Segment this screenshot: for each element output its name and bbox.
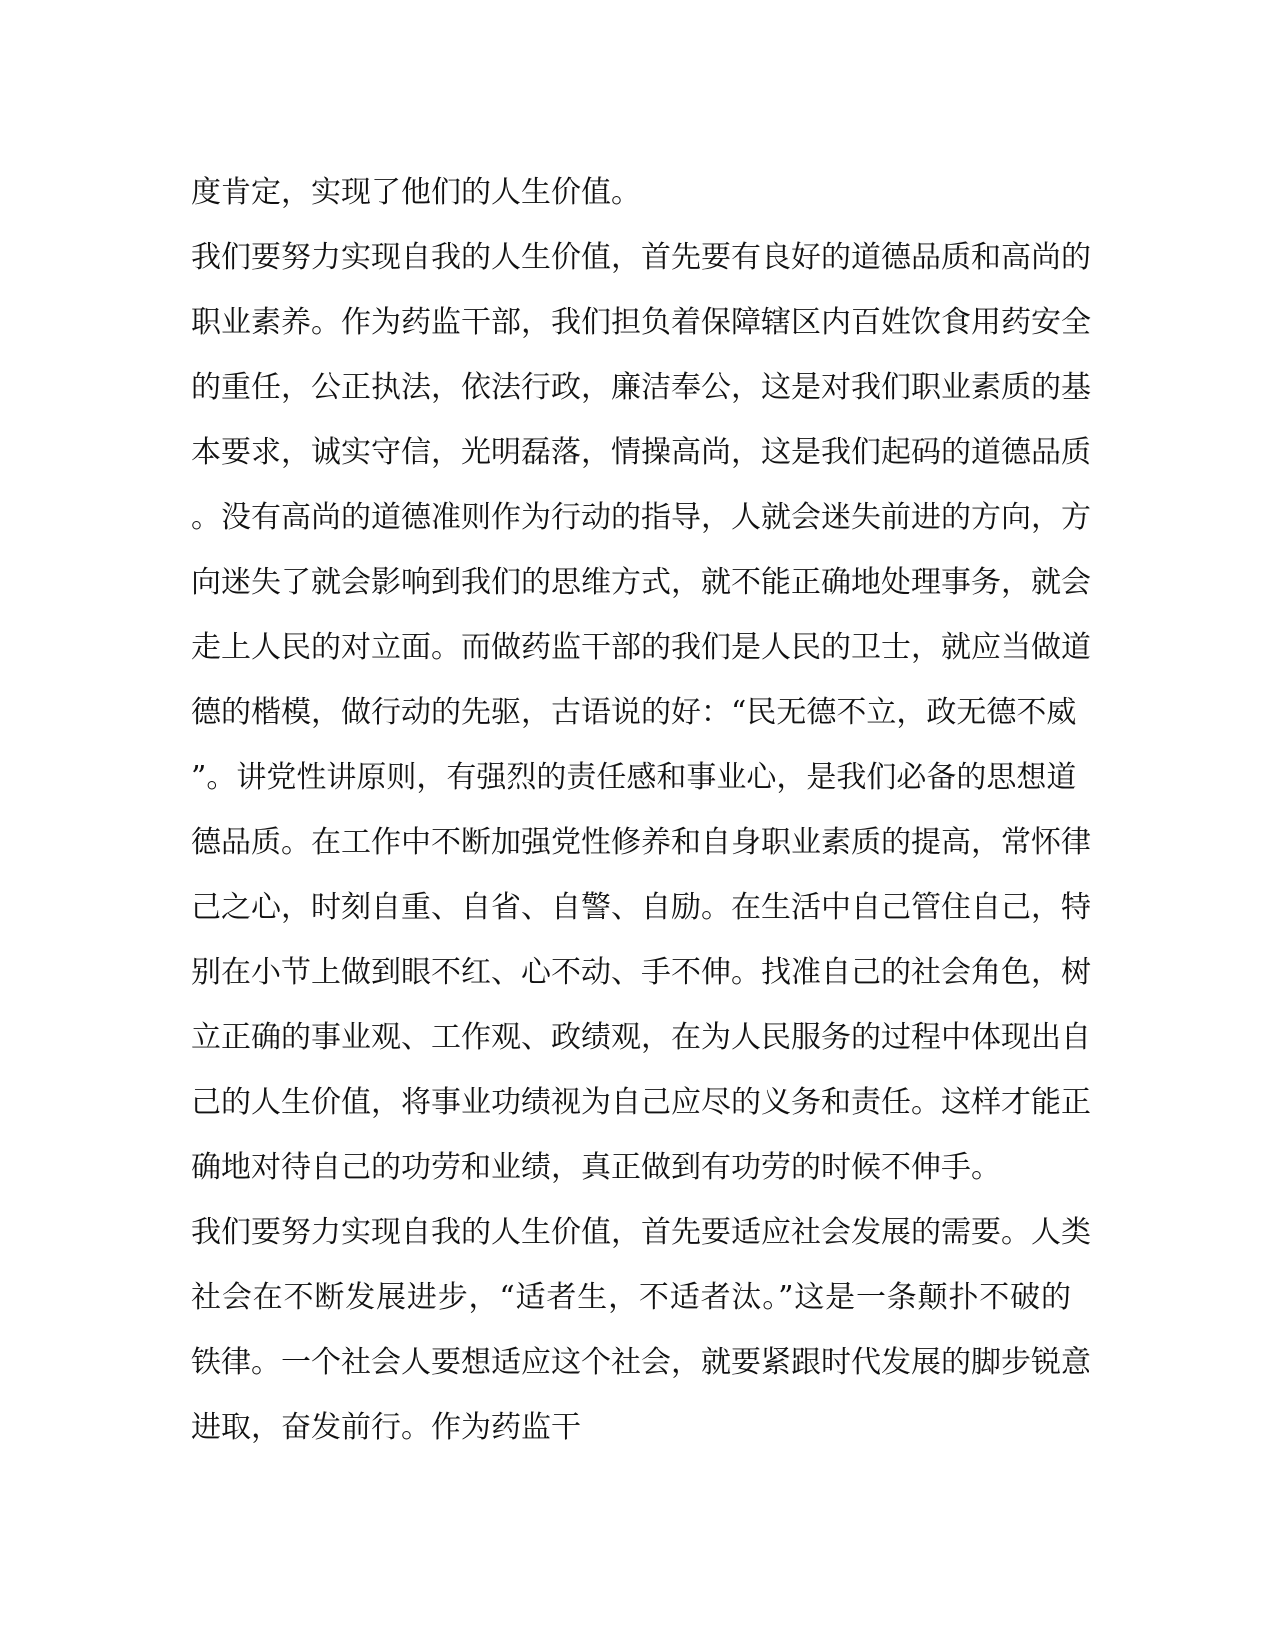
text-line: 度肯定，实现了他们的人生价值。 <box>191 175 641 210</box>
text-line: 向迷失了就会影响到我们的思维方式，就不能正确地处理事务，就会 <box>191 565 1091 600</box>
text-line: 德品质。在工作中不断加强党性修养和自身职业素质的提高，常怀律 <box>191 825 1091 860</box>
body-text <box>191 160 1091 1460</box>
text-line: 己的人生价值，将事业功绩视为自己应尽的义务和责任。这样才能正 <box>191 1085 1091 1120</box>
text-line: 本要求，诚实守信，光明磊落，情操高尚，这是我们起码的道德品质 <box>191 435 1091 470</box>
text-line: 别在小节上做到眼不红、心不动、手不伸。找准自己的社会角色，树 <box>191 955 1091 990</box>
text-line: 己之心，时刻自重、自省、自警、自励。在生活中自己管住自己，特 <box>191 890 1091 925</box>
text-line: 确地对待自己的功劳和业绩，真正做到有功劳的时候不伸手。 <box>191 1150 1001 1185</box>
text-line: ”。讲党性讲原则，有强烈的责任感和事业心，是我们必备的思想道 <box>191 760 1077 795</box>
text-line: 德的楷模，做行动的先驱，古语说的好：“民无德不立，政无德不威 <box>191 695 1077 730</box>
text-line: 我们要努力实现自我的人生价值，首先要适应社会发展的需要。人类 <box>191 1215 1091 1250</box>
text-line: 立正确的事业观、工作观、政绩观，在为人民服务的过程中体现出自 <box>191 1020 1091 1055</box>
text-line: 。没有高尚的道德准则作为行动的指导，人就会迷失前进的方向，方 <box>191 500 1091 535</box>
text-line: 我们要努力实现自我的人生价值，首先要有良好的道德品质和高尚的 <box>191 240 1091 275</box>
text-line: 的重任，公正执法，依法行政，廉洁奉公，这是对我们职业素质的基 <box>191 370 1091 405</box>
text-line: 走上人民的对立面。而做药监干部的我们是人民的卫士，就应当做道 <box>191 630 1091 665</box>
text-line: 进取，奋发前行。作为药监干 <box>191 1410 581 1445</box>
text-line: 铁律。一个社会人要想适应这个社会，就要紧跟时代发展的脚步锐意 <box>191 1345 1091 1380</box>
text-line: 社会在不断发展进步，“适者生，不适者汰。”这是一条颠扑不破的 <box>191 1280 1071 1315</box>
text-line: 职业素养。作为药监干部，我们担负着保障辖区内百姓饮食用药安全 <box>191 305 1091 340</box>
